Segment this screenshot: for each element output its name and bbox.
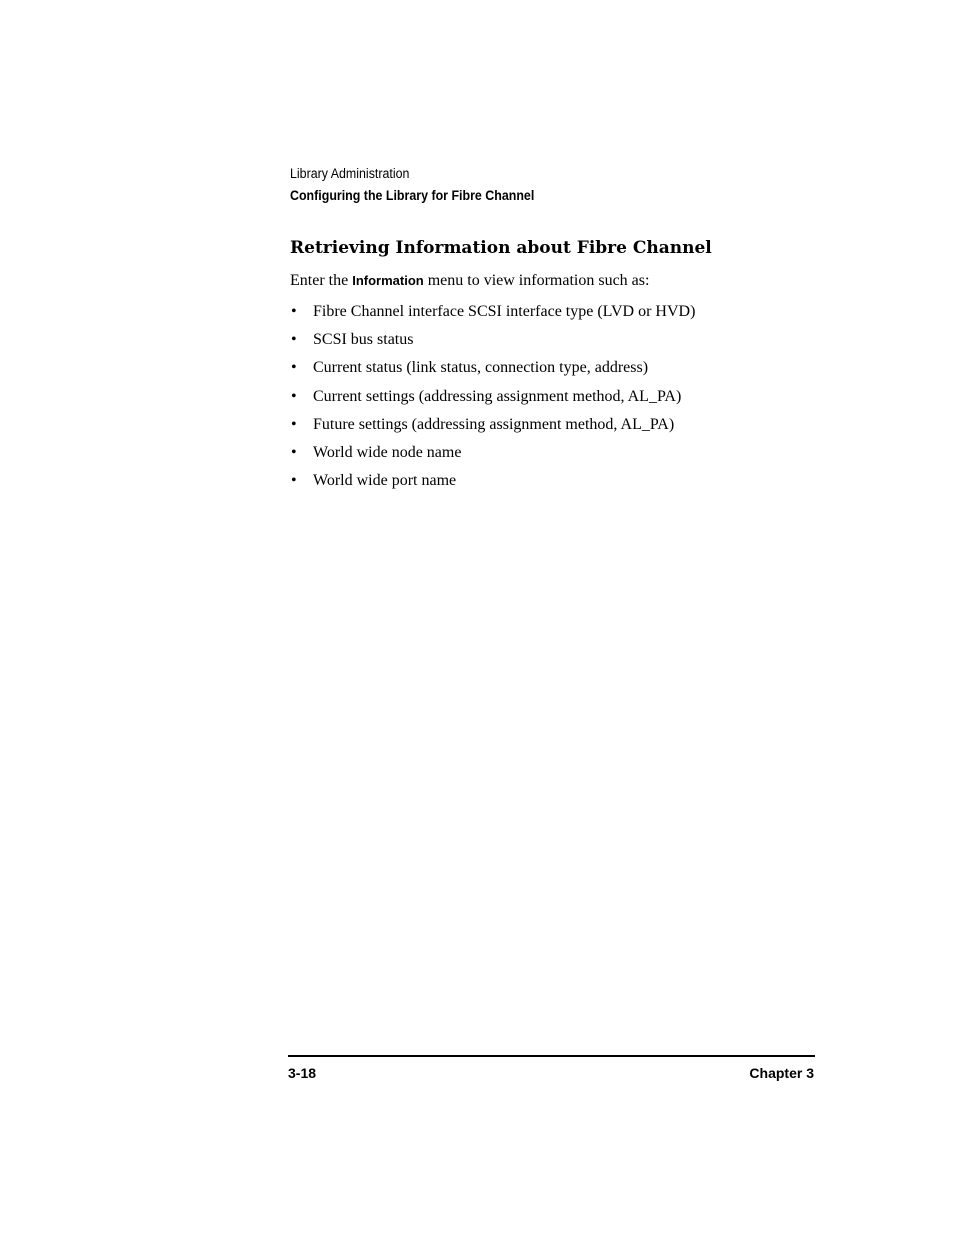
intro-text-before: Enter the xyxy=(290,272,353,289)
page-number: 3-18 xyxy=(288,1065,317,1081)
list-item-text: Future settings (addressing assignment method, AL_PA) xyxy=(313,415,675,433)
list-item-text: World wide port name xyxy=(313,472,457,490)
intro-paragraph xyxy=(290,271,649,291)
bullet-icon: • xyxy=(291,472,297,490)
list-item-text: Current settings (addressing assignment method, AL_PA) xyxy=(313,387,682,405)
information-list xyxy=(290,302,695,499)
footer-chapter-label: Chapter 3 xyxy=(749,1065,814,1081)
footer-divider xyxy=(288,1055,815,1057)
list-item-text: Fibre Channel interface SCSI interface type (LVD or HVD) xyxy=(313,303,696,320)
bullet-icon: • xyxy=(291,387,297,405)
list-item xyxy=(290,471,695,491)
list-item xyxy=(290,443,695,463)
information-menu-name: Information xyxy=(352,273,424,288)
intro-text-after: menu to view information such as: xyxy=(423,272,650,289)
chapter-title: Library Administration xyxy=(290,166,410,181)
list-item xyxy=(290,358,695,378)
list-item xyxy=(290,415,695,435)
list-item xyxy=(290,302,695,322)
list-item-text: Current status (link status, connection type, address) xyxy=(313,359,649,377)
list-item-text: World wide node name xyxy=(313,443,462,461)
bullet-icon: • xyxy=(291,415,297,433)
section-title: Configuring the Library for Fibre Channel xyxy=(290,188,535,203)
page-heading: Retrieving Information about Fibre Channel xyxy=(290,238,712,258)
list-item xyxy=(290,387,695,407)
running-header xyxy=(290,166,534,204)
bullet-icon: • xyxy=(291,443,297,461)
list-item xyxy=(290,330,695,350)
bullet-icon: • xyxy=(291,359,297,377)
bullet-icon: • xyxy=(291,303,297,320)
bullet-icon: • xyxy=(291,331,297,349)
list-item-text: SCSI bus status xyxy=(313,331,414,349)
